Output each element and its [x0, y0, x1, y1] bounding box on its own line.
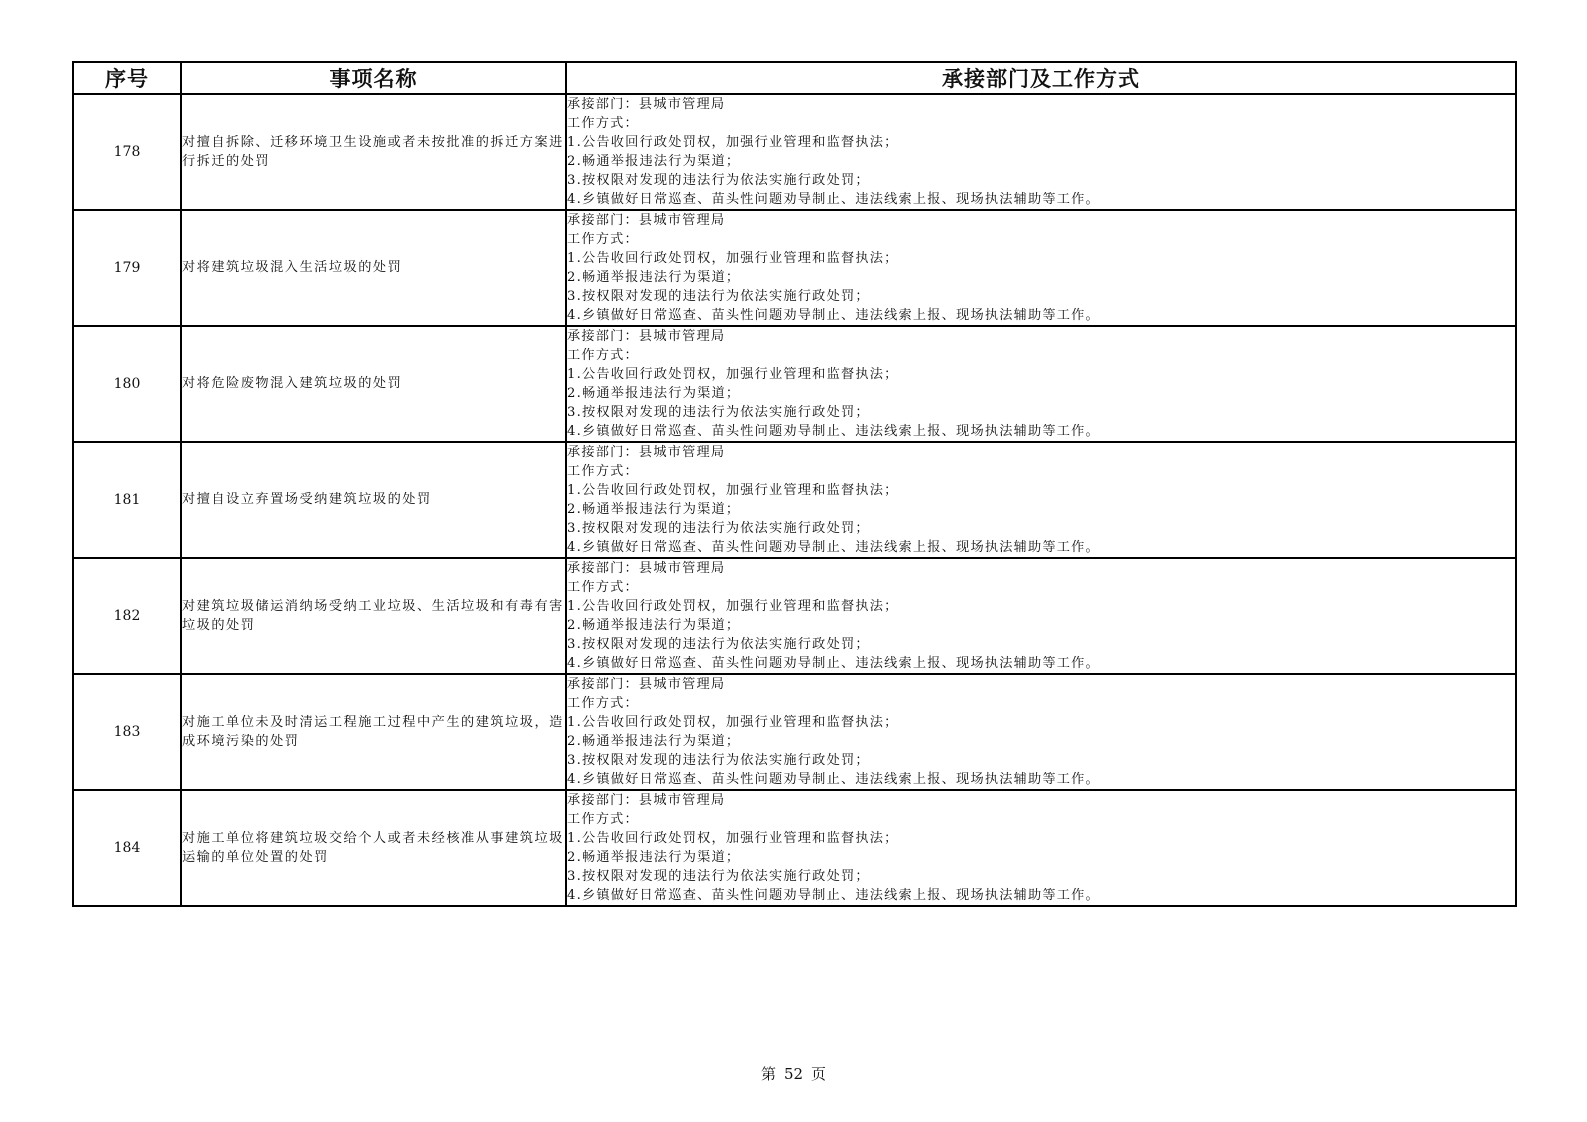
- row-item-name: 对擅自拆除、迁移环境卫生设施或者未按批准的拆迁方案进行拆迁的处罚: [181, 94, 566, 210]
- row-item-name: 对施工单位未及时清运工程施工过程中产生的建筑垃圾，造成环境污染的处罚: [181, 674, 566, 790]
- department-method-line: 承接部门：县城市管理局: [567, 793, 726, 808]
- row-department-method: [566, 326, 1516, 442]
- department-method-line: 工作方式：: [567, 696, 639, 711]
- department-method-line: 2.畅通举报违法行为渠道；: [567, 618, 741, 633]
- department-method-line: 3.按权限对发现的违法行为依法实施行政处罚；: [567, 753, 870, 768]
- page-suffix: 页: [811, 1065, 827, 1083]
- table-row: [73, 210, 1516, 326]
- row-item-name: 对擅自设立弃置场受纳建筑垃圾的处罚: [181, 442, 566, 558]
- department-method-line: 4.乡镇做好日常巡查、苗头性问题劝导制止、违法线索上报、现场执法辅助等工作。: [567, 888, 1100, 903]
- department-method-line: 工作方式：: [567, 232, 639, 247]
- row-serial-number: 180: [73, 326, 181, 442]
- department-method-line: 2.畅通举报违法行为渠道；: [567, 386, 741, 401]
- page-footer: [0, 1063, 1587, 1084]
- department-method-line: 1.公告收回行政处罚权，加强行业管理和监督执法；: [567, 715, 899, 730]
- row-serial-number: 179: [73, 210, 181, 326]
- department-method-line: 2.畅通举报违法行为渠道；: [567, 502, 741, 517]
- department-method-line: 3.按权限对发现的违法行为依法实施行政处罚；: [567, 869, 870, 884]
- department-method-line: 工作方式：: [567, 116, 639, 131]
- row-department-method: [566, 790, 1516, 906]
- row-serial-number: 184: [73, 790, 181, 906]
- department-method-line: 2.畅通举报违法行为渠道；: [567, 270, 741, 285]
- table-row: [73, 558, 1516, 674]
- department-method-line: 1.公告收回行政处罚权，加强行业管理和监督执法；: [567, 367, 899, 382]
- department-method-line: 承接部门：县城市管理局: [567, 677, 726, 692]
- department-method-line: 3.按权限对发现的违法行为依法实施行政处罚；: [567, 289, 870, 304]
- department-method-line: 1.公告收回行政处罚权，加强行业管理和监督执法；: [567, 251, 899, 266]
- department-method-line: 1.公告收回行政处罚权，加强行业管理和监督执法；: [567, 599, 899, 614]
- department-method-line: 3.按权限对发现的违法行为依法实施行政处罚；: [567, 521, 870, 536]
- department-method-line: 3.按权限对发现的违法行为依法实施行政处罚；: [567, 637, 870, 652]
- header-item-name: 事项名称: [181, 62, 566, 94]
- row-item-name: 对将建筑垃圾混入生活垃圾的处罚: [181, 210, 566, 326]
- department-method-line: 承接部门：县城市管理局: [567, 97, 726, 112]
- row-department-method: [566, 442, 1516, 558]
- department-method-line: 承接部门：县城市管理局: [567, 445, 726, 460]
- row-item-name: 对建筑垃圾储运消纳场受纳工业垃圾、生活垃圾和有毒有害垃圾的处罚: [181, 558, 566, 674]
- department-method-line: 3.按权限对发现的违法行为依法实施行政处罚；: [567, 405, 870, 420]
- department-method-line: 3.按权限对发现的违法行为依法实施行政处罚；: [567, 173, 870, 188]
- department-method-line: 4.乡镇做好日常巡查、苗头性问题劝导制止、违法线索上报、现场执法辅助等工作。: [567, 424, 1100, 439]
- page-number: 52: [783, 1065, 804, 1083]
- department-method-line: 1.公告收回行政处罚权，加强行业管理和监督执法；: [567, 483, 899, 498]
- row-department-method: [566, 94, 1516, 210]
- row-department-method: [566, 210, 1516, 326]
- department-method-line: 4.乡镇做好日常巡查、苗头性问题劝导制止、违法线索上报、现场执法辅助等工作。: [567, 656, 1100, 671]
- department-method-line: 4.乡镇做好日常巡查、苗头性问题劝导制止、违法线索上报、现场执法辅助等工作。: [567, 772, 1100, 787]
- department-method-line: 1.公告收回行政处罚权，加强行业管理和监督执法；: [567, 831, 899, 846]
- row-serial-number: 181: [73, 442, 181, 558]
- department-method-line: 1.公告收回行政处罚权，加强行业管理和监督执法；: [567, 135, 899, 150]
- table-row: [73, 94, 1516, 210]
- row-serial-number: 183: [73, 674, 181, 790]
- department-method-line: 承接部门：县城市管理局: [567, 561, 726, 576]
- department-method-line: 工作方式：: [567, 464, 639, 479]
- table-row: [73, 790, 1516, 906]
- row-department-method: [566, 558, 1516, 674]
- row-department-method: [566, 674, 1516, 790]
- header-department-method: 承接部门及工作方式: [566, 62, 1516, 94]
- row-item-name: 对将危险废物混入建筑垃圾的处罚: [181, 326, 566, 442]
- header-serial-number: 序号: [73, 62, 181, 94]
- department-method-line: 工作方式：: [567, 580, 639, 595]
- row-item-name: 对施工单位将建筑垃圾交给个人或者未经核准从事建筑垃圾运输的单位处置的处罚: [181, 790, 566, 906]
- department-method-line: 2.畅通举报违法行为渠道；: [567, 154, 741, 169]
- department-method-line: 4.乡镇做好日常巡查、苗头性问题劝导制止、违法线索上报、现场执法辅助等工作。: [567, 540, 1100, 555]
- department-method-line: 4.乡镇做好日常巡查、苗头性问题劝导制止、违法线索上报、现场执法辅助等工作。: [567, 192, 1100, 207]
- table-body: [73, 94, 1516, 906]
- department-method-line: 承接部门：县城市管理局: [567, 213, 726, 228]
- department-method-line: 4.乡镇做好日常巡查、苗头性问题劝导制止、违法线索上报、现场执法辅助等工作。: [567, 308, 1100, 323]
- header-row: [73, 62, 1516, 94]
- department-method-line: 2.畅通举报违法行为渠道；: [567, 734, 741, 749]
- table-row: [73, 674, 1516, 790]
- department-method-line: 工作方式：: [567, 348, 639, 363]
- department-method-line: 2.畅通举报违法行为渠道；: [567, 850, 741, 865]
- department-method-line: 承接部门：县城市管理局: [567, 329, 726, 344]
- department-method-line: 工作方式：: [567, 812, 639, 827]
- page-prefix: 第: [760, 1065, 776, 1083]
- table-row: [73, 326, 1516, 442]
- items-table: [72, 61, 1517, 907]
- row-serial-number: 182: [73, 558, 181, 674]
- row-serial-number: 178: [73, 94, 181, 210]
- table-row: [73, 442, 1516, 558]
